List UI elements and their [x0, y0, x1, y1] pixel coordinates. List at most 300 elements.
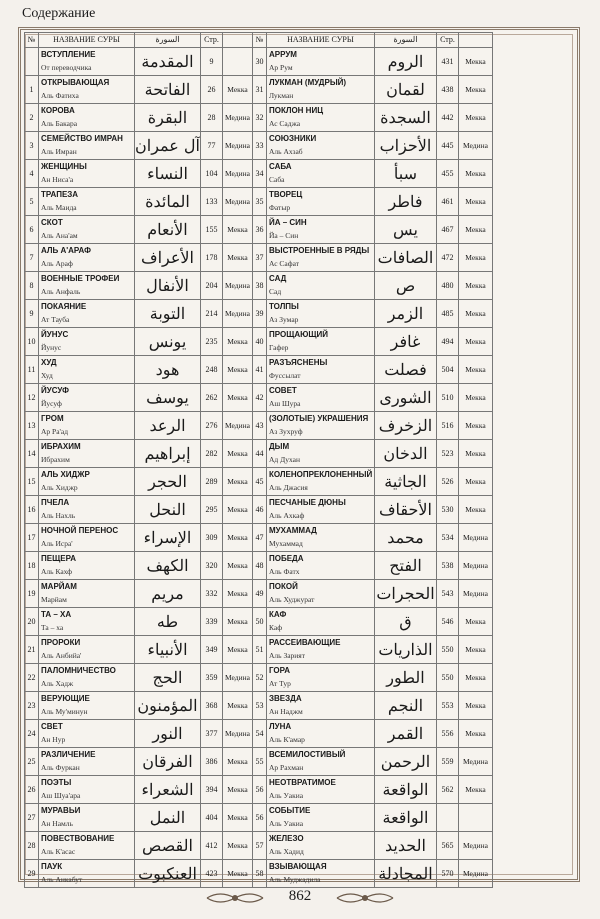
surah-title: ПЕЩЕРА: [41, 554, 76, 563]
table-row: [25, 160, 493, 188]
table-row: [25, 440, 493, 468]
surah-page: 155: [200, 216, 222, 244]
col-page-header: Стр.: [436, 33, 458, 48]
surah-page: 349: [200, 636, 222, 664]
surah-number: 58: [252, 860, 266, 888]
surah-number: 22: [25, 664, 39, 692]
surah-transliteration: Аль Муджадила: [268, 875, 321, 884]
surah-arabic: الواقعة: [374, 804, 436, 832]
surah-transliteration: Аль Фатх: [268, 567, 300, 576]
surah-place: Мекка: [222, 524, 252, 552]
surah-arabic: الزخرف: [374, 412, 436, 440]
surah-page: 104: [200, 160, 222, 188]
surah-page: 516: [436, 412, 458, 440]
surah-title: СЕМЕЙСТВО ИМРАН: [41, 134, 123, 143]
surah-transliteration: Аль Нахль: [41, 511, 76, 520]
surah-title: АЛЬ ХИДЖР: [41, 470, 90, 479]
surah-page: 494: [436, 328, 458, 356]
surah-number: 23: [25, 692, 39, 720]
table-row: [25, 244, 493, 272]
surah-arabic: يوسف: [135, 384, 201, 412]
surah-transliteration: Аш Шура: [268, 399, 301, 408]
surah-transliteration: Фатыр: [268, 203, 291, 212]
surah-number: 51: [252, 636, 266, 664]
surah-page: 386: [200, 748, 222, 776]
surah-place: Мекка: [458, 440, 492, 468]
surah-page: 530: [436, 496, 458, 524]
table-row: [25, 300, 493, 328]
surah-page: 235: [200, 328, 222, 356]
surah-page: 332: [200, 580, 222, 608]
surah-place: Мекка: [458, 188, 492, 216]
surah-name-cell: [266, 160, 374, 188]
surah-arabic: النمل: [135, 804, 201, 832]
surah-transliteration: Фуссылат: [268, 371, 301, 380]
surah-title: ПЧЕЛА: [41, 498, 70, 507]
surah-arabic: الفرقان: [135, 748, 201, 776]
surah-name-cell: [266, 692, 374, 720]
surah-name-cell: [39, 748, 135, 776]
surah-title: ВОЕННЫЕ ТРОФЕИ: [41, 274, 120, 283]
surah-name-cell: [39, 216, 135, 244]
surah-place: Мекка: [222, 636, 252, 664]
surah-name-cell: [266, 104, 374, 132]
surah-arabic: القمر: [374, 720, 436, 748]
table-row: [25, 328, 493, 356]
surah-title: НОЧНОЙ ПЕРЕНОС: [41, 526, 119, 535]
surah-number: 13: [25, 412, 39, 440]
surah-page: 534: [436, 524, 458, 552]
surah-transliteration: Та – ха: [41, 623, 64, 632]
page-number: 862: [288, 888, 312, 904]
surah-place: Медина: [458, 832, 492, 860]
surah-name-cell: [266, 48, 374, 76]
surah-arabic: الشورى: [374, 384, 436, 412]
surah-name-cell: [39, 160, 135, 188]
surah-arabic: الذاريات: [374, 636, 436, 664]
surah-place: [222, 48, 252, 76]
surah-place: Медина: [458, 132, 492, 160]
surah-number: 40: [252, 328, 266, 356]
surah-arabic: الروم: [374, 48, 436, 76]
surah-name-cell: [39, 356, 135, 384]
surah-place: Мекка: [222, 552, 252, 580]
surah-title: ПОВЕСТВОВАНИЕ: [41, 834, 115, 843]
surah-arabic: التوبة: [135, 300, 201, 328]
surah-name-cell: [39, 832, 135, 860]
surah-place: Мекка: [222, 692, 252, 720]
surah-name-cell: [266, 300, 374, 328]
surah-transliteration: Йусуф: [41, 399, 62, 408]
surah-name-cell: [266, 720, 374, 748]
surah-arabic: آل عمران: [135, 132, 201, 160]
surah-title: МУХАММАД: [268, 526, 317, 535]
surah-arabic: النساء: [135, 160, 201, 188]
surah-title: МАРЙАМ: [41, 582, 77, 591]
surah-place: Медина: [458, 748, 492, 776]
surah-page: 133: [200, 188, 222, 216]
surah-page: 359: [200, 664, 222, 692]
surah-place: Мекка: [458, 496, 492, 524]
surah-place: Медина: [222, 188, 252, 216]
table-row: [25, 356, 493, 384]
surah-page: 445: [436, 132, 458, 160]
surah-transliteration: Аль Хадж: [41, 679, 74, 688]
col-arabic-header: السورة: [374, 33, 436, 48]
surah-number: 32: [252, 104, 266, 132]
surah-page: 248: [200, 356, 222, 384]
surah-place: Мекка: [458, 356, 492, 384]
surah-title: ХУД: [41, 358, 57, 367]
surah-transliteration: Ар Рахман: [268, 763, 304, 772]
col-title-header: НАЗВАНИЕ СУРЫ: [266, 33, 374, 48]
table-row: [25, 188, 493, 216]
surah-name-cell: [39, 48, 135, 76]
surah-arabic: الزمر: [374, 300, 436, 328]
surah-number: 31: [252, 76, 266, 104]
table-row: [25, 384, 493, 412]
surah-name-cell: [266, 580, 374, 608]
surah-transliteration: Аль Джасия: [268, 483, 308, 492]
surah-title: ПОКЛОН НИЦ: [268, 106, 324, 115]
surah-arabic: الكهف: [135, 552, 201, 580]
surah-number: 43: [252, 412, 266, 440]
surah-title: ЖЕНЩИНЫ: [41, 162, 87, 171]
surah-number: [25, 48, 39, 76]
surah-place: Медина: [458, 860, 492, 888]
surah-transliteration: Аль Хиджр: [41, 483, 78, 492]
surah-page: 480: [436, 272, 458, 300]
surah-number: 41: [252, 356, 266, 384]
surah-place: Мекка: [458, 608, 492, 636]
surah-page: 562: [436, 776, 458, 804]
surah-number: 18: [25, 552, 39, 580]
surah-transliteration: Каф: [268, 623, 283, 632]
surah-title: ПОЭТЫ: [41, 778, 72, 787]
surah-place: Мекка: [458, 216, 492, 244]
surah-name-cell: [266, 328, 374, 356]
surah-page: 394: [200, 776, 222, 804]
surah-title: ЛУНА: [268, 722, 292, 731]
surah-number: 30: [252, 48, 266, 76]
ornament-right-icon: [335, 890, 395, 906]
surah-transliteration: Сад: [268, 287, 282, 296]
surah-title: ЛУКМАН (МУДРЫЙ): [268, 78, 347, 87]
surah-number: 53: [252, 692, 266, 720]
surah-arabic: الجاثية: [374, 468, 436, 496]
surah-page: 178: [200, 244, 222, 272]
surah-place: Медина: [222, 132, 252, 160]
surah-arabic: ق: [374, 608, 436, 636]
surah-place: Мекка: [458, 160, 492, 188]
table-row: [25, 272, 493, 300]
surah-number: 33: [252, 132, 266, 160]
surah-number: 49: [252, 580, 266, 608]
surah-transliteration: Аль Му'минун: [41, 707, 88, 716]
surah-number: 50: [252, 608, 266, 636]
page-footer: [0, 884, 600, 914]
surah-name-cell: [39, 104, 135, 132]
surah-name-cell: [39, 76, 135, 104]
surah-page: 504: [436, 356, 458, 384]
surah-transliteration: Худ: [41, 371, 53, 380]
surah-number: 7: [25, 244, 39, 272]
surah-transliteration: Ар Ра'ад: [41, 427, 69, 436]
surah-number: 11: [25, 356, 39, 384]
surah-name-cell: [39, 496, 135, 524]
surah-transliteration: Аз Зухруф: [268, 427, 303, 436]
surah-page: 556: [436, 720, 458, 748]
surah-name-cell: [266, 496, 374, 524]
surah-title: ТОЛПЫ: [268, 302, 299, 311]
surah-arabic: الحديد: [374, 832, 436, 860]
table-row: [25, 104, 493, 132]
surah-arabic: الأعراف: [135, 244, 201, 272]
surah-arabic: المائدة: [135, 188, 201, 216]
surah-title: ПРОЩАЮЩИЙ: [268, 330, 329, 339]
col-title-header: НАЗВАНИЕ СУРЫ: [39, 33, 135, 48]
surah-title: ВСЕМИЛОСТИВЫЙ: [268, 750, 346, 759]
surah-transliteration: Аль Араф: [41, 259, 73, 268]
surah-arabic: مريم: [135, 580, 201, 608]
surah-number: 39: [252, 300, 266, 328]
surah-page: 550: [436, 664, 458, 692]
surah-transliteration: Саба: [268, 175, 285, 184]
surah-transliteration: От переводчика: [41, 63, 92, 72]
table-row: [25, 468, 493, 496]
surah-number: 42: [252, 384, 266, 412]
surah-page: 546: [436, 608, 458, 636]
surah-transliteration: Аль Анбийа': [41, 651, 82, 660]
surah-title: ГРОМ: [41, 414, 64, 423]
surah-name-cell: [39, 720, 135, 748]
table-row: [25, 636, 493, 664]
surah-arabic: النور: [135, 720, 201, 748]
surah-place: Мекка: [458, 412, 492, 440]
surah-name-cell: [39, 328, 135, 356]
surah-page: 282: [200, 440, 222, 468]
surah-name-cell: [266, 132, 374, 160]
surah-transliteration: Ат Тауба: [41, 315, 70, 324]
surah-arabic: المقدمة: [135, 48, 201, 76]
surah-transliteration: Ас Сафат: [268, 259, 300, 268]
surah-page: 526: [436, 468, 458, 496]
surah-arabic: الحجر: [135, 468, 201, 496]
surah-arabic: القصص: [135, 832, 201, 860]
contents-table: [24, 32, 493, 888]
surah-number: 16: [25, 496, 39, 524]
surah-number: 47: [252, 524, 266, 552]
surah-name-cell: [39, 636, 135, 664]
surah-name-cell: [266, 636, 374, 664]
surah-place: Мекка: [458, 636, 492, 664]
surah-arabic: الشعراء: [135, 776, 201, 804]
surah-title: ПОКАЯНИЕ: [41, 302, 87, 311]
surah-title: ДЫМ: [268, 442, 290, 451]
table-row: [25, 664, 493, 692]
surah-name-cell: [266, 748, 374, 776]
surah-transliteration: Ад Духан: [268, 455, 300, 464]
surah-name-cell: [266, 188, 374, 216]
surah-number: 27: [25, 804, 39, 832]
surah-title: ПАУК: [41, 862, 63, 871]
surah-place: Мекка: [458, 48, 492, 76]
surah-arabic: محمد: [374, 524, 436, 552]
surah-arabic: الصافات: [374, 244, 436, 272]
surah-arabic: طه: [135, 608, 201, 636]
surah-number: 38: [252, 272, 266, 300]
surah-transliteration: Ибрахим: [41, 455, 70, 464]
surah-page: 404: [200, 804, 222, 832]
surah-place: Медина: [222, 300, 252, 328]
surah-transliteration: Аз Зумар: [268, 315, 299, 324]
surah-page: 467: [436, 216, 458, 244]
surah-title: (ЗОЛОТЫЕ) УКРАШЕНИЯ: [268, 414, 369, 423]
surah-arabic: الحج: [135, 664, 201, 692]
surah-transliteration: Йа – Син: [268, 231, 299, 240]
surah-title: КАФ: [268, 610, 287, 619]
surah-title: СКОТ: [41, 218, 63, 227]
surah-arabic: ص: [374, 272, 436, 300]
surah-number: 52: [252, 664, 266, 692]
surah-page: 276: [200, 412, 222, 440]
surah-transliteration: Ан Нур: [41, 735, 66, 744]
surah-transliteration: Аль Уакиа: [268, 819, 304, 828]
table-row: [25, 524, 493, 552]
surah-title: РАЗЛИЧЕНИЕ: [41, 750, 96, 759]
surah-name-cell: [39, 524, 135, 552]
surah-place: Мекка: [458, 692, 492, 720]
surah-number: 36: [252, 216, 266, 244]
surah-page: 204: [200, 272, 222, 300]
surah-title: ТВОРЕЦ: [268, 190, 303, 199]
surah-arabic: الرعد: [135, 412, 201, 440]
surah-title: ПОКОЙ: [268, 582, 298, 591]
surah-transliteration: Аль Фатиха: [41, 91, 79, 100]
surah-page: 28: [200, 104, 222, 132]
surah-place: Медина: [458, 552, 492, 580]
surah-transliteration: Лукман: [268, 91, 294, 100]
surah-place: Мекка: [458, 244, 492, 272]
surah-arabic: يس: [374, 216, 436, 244]
surah-place: Мекка: [222, 496, 252, 524]
surah-number: 57: [252, 832, 266, 860]
surah-name-cell: [266, 524, 374, 552]
col-page-header: Стр.: [200, 33, 222, 48]
surah-transliteration: Ан Намль: [41, 819, 73, 828]
surah-arabic: الأنعام: [135, 216, 201, 244]
col-place-header: [458, 33, 492, 48]
surah-title: РАЗЪЯСНЕНЫ: [268, 358, 328, 367]
surah-place: Медина: [458, 524, 492, 552]
col-num-header: №: [25, 33, 39, 48]
surah-place: Мекка: [222, 384, 252, 412]
surah-transliteration: Мухаммад: [268, 539, 303, 548]
surah-name-cell: [39, 412, 135, 440]
surah-title: ВЫСТРОЕННЫЕ В РЯДЫ: [268, 246, 370, 255]
surah-title: ГОРА: [268, 666, 291, 675]
surah-title: СОБЫТИЕ: [268, 806, 311, 815]
table-row: [25, 804, 493, 832]
surah-arabic: الإسراء: [135, 524, 201, 552]
surah-number: 8: [25, 272, 39, 300]
surah-title: АЛЬ А'АРАФ: [41, 246, 91, 255]
surah-arabic: الفاتحة: [135, 76, 201, 104]
surah-number: 10: [25, 328, 39, 356]
surah-title: ПАЛОМНИЧЕСТВО: [41, 666, 116, 675]
surah-number: 48: [252, 552, 266, 580]
surah-page: 9: [200, 48, 222, 76]
surah-place: Мекка: [222, 804, 252, 832]
surah-arabic: البقرة: [135, 104, 201, 132]
surah-place: Мекка: [222, 832, 252, 860]
surah-place: Мекка: [222, 328, 252, 356]
surah-transliteration: Аль Анкабут: [41, 875, 83, 884]
surah-page: 377: [200, 720, 222, 748]
surah-name-cell: [39, 608, 135, 636]
surah-arabic: فصلت: [374, 356, 436, 384]
surah-page: 289: [200, 468, 222, 496]
surah-page: 559: [436, 748, 458, 776]
surah-name-cell: [39, 384, 135, 412]
surah-page: 339: [200, 608, 222, 636]
surah-title: НЕОТВРАТИМОЕ: [268, 778, 336, 787]
surah-page: 368: [200, 692, 222, 720]
surah-number: 54: [252, 720, 266, 748]
surah-place: Мекка: [222, 76, 252, 104]
surah-title: СОВЕТ: [268, 386, 297, 395]
surah-title: ЙУСУФ: [41, 386, 69, 395]
surah-transliteration: Аль Фуркан: [41, 763, 80, 772]
table-header-row: [25, 33, 493, 48]
surah-place: Мекка: [458, 776, 492, 804]
surah-number: 1: [25, 76, 39, 104]
surah-title: ПЕСЧАНЫЕ ДЮНЫ: [268, 498, 346, 507]
surah-page: [436, 804, 458, 832]
surah-number: 55: [252, 748, 266, 776]
surah-page: 423: [200, 860, 222, 888]
table-row: [25, 608, 493, 636]
surah-transliteration: Йунус: [41, 343, 62, 352]
surah-number: 14: [25, 440, 39, 468]
surah-title: ОТКРЫВАЮЩАЯ: [41, 78, 110, 87]
surah-place: Медина: [222, 272, 252, 300]
surah-transliteration: Марйам: [41, 595, 67, 604]
surah-number: 29: [25, 860, 39, 888]
surah-page: 412: [200, 832, 222, 860]
surah-place: Мекка: [222, 608, 252, 636]
surah-title: ЙА – СИН: [268, 218, 307, 227]
surah-number: 25: [25, 748, 39, 776]
surah-transliteration: Аш Шуа'ара: [41, 791, 81, 800]
table-row: [25, 132, 493, 160]
surah-place: Мекка: [222, 860, 252, 888]
surah-transliteration: Аль К'асас: [41, 847, 76, 856]
surah-place: [458, 804, 492, 832]
surah-title: МУРАВЬИ: [41, 806, 81, 815]
surah-transliteration: Аль Анфаль: [41, 287, 81, 296]
page-header: Содержание: [22, 6, 96, 21]
surah-arabic: الأحزاب: [374, 132, 436, 160]
surah-name-cell: [39, 468, 135, 496]
surah-name-cell: [266, 608, 374, 636]
surah-title: ТРАПЕЗА: [41, 190, 79, 199]
surah-page: 77: [200, 132, 222, 160]
surah-arabic: إبراهيم: [135, 440, 201, 468]
surah-number: 34: [252, 160, 266, 188]
surah-transliteration: Аль Уакиа: [268, 791, 304, 800]
surah-page: 26: [200, 76, 222, 104]
